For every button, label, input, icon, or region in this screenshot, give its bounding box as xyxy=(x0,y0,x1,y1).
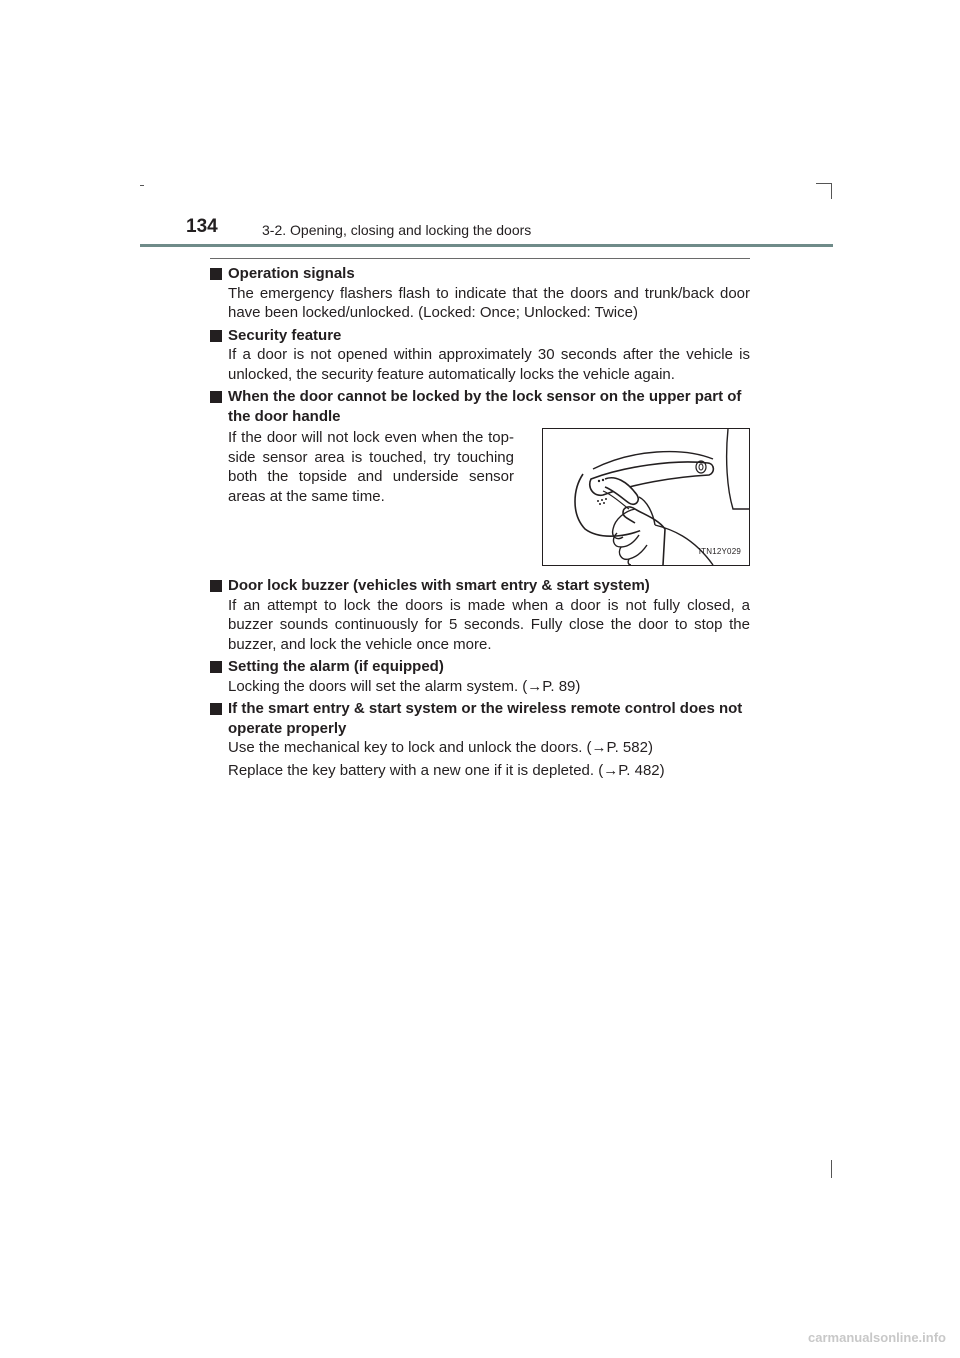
item-security-feature xyxy=(210,326,750,385)
item-body-2: Replace the key battery with a new one if it is depleted. (→P. 482) xyxy=(228,761,665,779)
item-smart-entry-fail xyxy=(210,699,750,780)
header-rule xyxy=(140,244,833,247)
figure-code: ITN12Y029 xyxy=(698,546,741,556)
item-title: Security feature xyxy=(228,326,342,344)
item-lock-sensor xyxy=(210,387,750,566)
door-handle-illustration xyxy=(542,428,750,566)
item-title: Operation signals xyxy=(228,265,355,282)
square-bullet-icon xyxy=(210,703,222,715)
section-title: 3-2. Opening, closing and locking the doors xyxy=(262,222,532,238)
content-rule xyxy=(210,258,750,259)
square-bullet-icon xyxy=(210,330,222,342)
item-door-lock-buzzer xyxy=(210,576,750,654)
item-title: If the smart entry & start system or the wireless remote control does not operate properly xyxy=(228,700,743,737)
item-setting-alarm xyxy=(210,657,750,696)
item-body: Use the mechanical key to lock and unlock the doors. (→P. 582) xyxy=(228,739,653,756)
square-bullet-icon xyxy=(210,391,222,403)
page-number: 134 xyxy=(186,216,218,237)
page-content xyxy=(210,264,750,783)
item-operation-signals xyxy=(210,264,750,323)
square-bullet-icon xyxy=(210,268,222,280)
crop-mark-top-left xyxy=(140,185,144,186)
item-title: Setting the alarm (if equipped) xyxy=(228,658,444,675)
crop-mark-bottom-right xyxy=(831,1160,832,1178)
item-title: Door lock buzzer (vehicles with smart entry & start system) xyxy=(228,577,650,594)
item-body: Locking the doors will set the alarm system. (→P. 89) xyxy=(228,677,581,695)
crop-mark-top-right-v xyxy=(831,183,832,199)
square-bullet-icon xyxy=(210,580,222,592)
crop-mark-top-right-h xyxy=(816,183,832,184)
watermark: carmanualsonline.info xyxy=(808,1330,946,1345)
square-bullet-icon xyxy=(210,661,222,673)
item-body: If the door will not lock even when the top-side sensor area is touched, try touching both the topside and underside sensor areas at the same time. xyxy=(228,429,514,505)
item-body: If an attempt to lock the doors is made when a door is not fully closed, a buzzer sounds continuously for 5 seconds. Fully close the door to stop the buzzer, and lock the vehicle once more. xyxy=(228,596,750,653)
item-body: The emergency flashers flash to indicate that the doors and trunk/back door have been locked/unlocked. (Locked: Once; Unlocked: Twice) xyxy=(228,284,750,321)
item-body: If a door is not opened within approximately 30 seconds after the vehicle is unlocked, the security feature automatically locks the vehicle again. xyxy=(228,346,750,383)
item-title: When the door cannot be locked by the lock sensor on the upper part of the door handle xyxy=(228,388,742,425)
